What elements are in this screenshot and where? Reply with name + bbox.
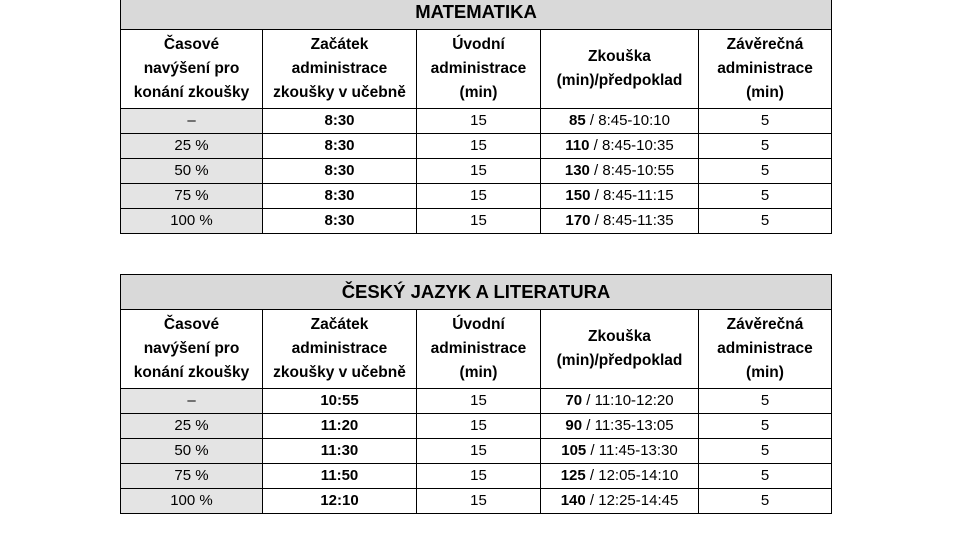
cell-intro: 15 [417,109,541,134]
cell-exam [541,414,699,439]
cell-final: 5 [699,159,832,184]
cell-intro: 15 [417,184,541,209]
exam-window: 11:10-12:20 [594,392,674,409]
cell-increase: 75 % [121,184,263,209]
separator: / [589,162,603,179]
exam-duration: 170 [565,212,591,229]
cell-start: 8:30 [263,159,417,184]
exam-duration: 130 [564,162,590,179]
cell-exam [541,159,699,184]
exam-window: 8:45-10:35 [601,137,674,154]
exam-table-math [120,0,832,234]
cell-intro: 15 [417,134,541,159]
col-header-start: Začátek administrace zkoušky v učebně [263,30,417,109]
exam-window: 8:45-10:55 [602,162,675,179]
table-title: MATEMATIKA [121,0,832,30]
cell-start: 11:50 [263,464,417,489]
col-header-exam: Zkouška (min)/předpoklad [541,30,699,109]
cell-intro: 15 [417,439,541,464]
exam-duration: 90 [565,417,583,434]
cell-final: 5 [699,209,832,234]
cell-increase: – [121,109,263,134]
table-row [121,414,832,439]
cell-final: 5 [699,439,832,464]
separator: / [586,442,599,459]
cell-start: 8:30 [263,184,417,209]
cell-final: 5 [699,414,832,439]
exam-duration: 110 [565,137,590,154]
cell-increase: 25 % [121,414,263,439]
cell-exam [541,389,699,414]
separator: / [582,417,595,434]
cell-intro: 15 [417,489,541,514]
exam-window: 12:05-14:10 [598,467,679,484]
cell-intro: 15 [417,414,541,439]
cell-final: 5 [699,109,832,134]
cell-start: 12:10 [263,489,417,514]
exam-window: 11:35-13:05 [594,417,674,434]
cell-exam [541,439,699,464]
cell-increase: 50 % [121,439,263,464]
table-title: ČESKÝ JAZYK A LITERATURA [121,275,832,310]
cell-increase: 50 % [121,159,263,184]
cell-exam [541,464,699,489]
table-row [121,464,832,489]
col-header-time-increase: Časové navýšení pro konání zkoušky [121,30,263,109]
cell-final: 5 [699,134,832,159]
exam-window: 8:45-10:10 [598,112,670,129]
col-header-final: Závěrečná administrace (min) [699,310,832,389]
table-row [121,184,832,209]
cell-increase: 25 % [121,134,263,159]
cell-final: 5 [699,489,832,514]
cell-start: 11:20 [263,414,417,439]
cell-start: 8:30 [263,134,417,159]
exam-duration: 105 [561,442,587,459]
table-row [121,109,832,134]
table-row [121,134,832,159]
col-header-intro: Úvodní administrace (min) [417,310,541,389]
separator: / [590,187,603,204]
table-row [121,389,832,414]
separator: / [589,137,602,154]
cell-exam [541,489,699,514]
separator: / [585,492,599,509]
separator: / [585,112,599,129]
exam-table-czech [120,274,832,514]
exam-window: 8:45-11:15 [602,187,674,204]
separator: / [590,212,603,229]
cell-final: 5 [699,389,832,414]
cell-start: 10:55 [263,389,417,414]
exam-window: 12:25-14:45 [598,492,679,509]
exam-window: 8:45-11:35 [602,212,674,229]
cell-start: 11:30 [263,439,417,464]
cell-exam [541,134,699,159]
exam-duration: 85 [569,112,586,129]
cell-final: 5 [699,464,832,489]
cell-intro: 15 [417,464,541,489]
separator: / [582,392,595,409]
col-header-final: Závěrečná administrace (min) [699,30,832,109]
cell-intro: 15 [417,159,541,184]
cell-increase: 75 % [121,464,263,489]
exam-duration: 140 [560,492,586,509]
exam-duration: 125 [560,467,586,484]
exam-window: 11:45-13:30 [598,442,678,459]
table-row [121,439,832,464]
cell-exam [541,109,699,134]
cell-start: 8:30 [263,109,417,134]
cell-exam [541,184,699,209]
separator: / [585,467,599,484]
col-header-exam: Zkouška (min)/předpoklad [541,310,699,389]
cell-increase: 100 % [121,489,263,514]
col-header-start: Začátek administrace zkoušky v učebně [263,310,417,389]
cell-exam [541,209,699,234]
cell-final: 5 [699,184,832,209]
col-header-time-increase: Časové navýšení pro konání zkoušky [121,310,263,389]
col-header-intro: Úvodní administrace (min) [417,30,541,109]
cell-intro: 15 [417,389,541,414]
table-row [121,159,832,184]
exam-duration: 70 [565,392,583,409]
table-row [121,489,832,514]
cell-intro: 15 [417,209,541,234]
cell-increase: – [121,389,263,414]
exam-duration: 150 [565,187,591,204]
table-row [121,209,832,234]
cell-start: 8:30 [263,209,417,234]
cell-increase: 100 % [121,209,263,234]
